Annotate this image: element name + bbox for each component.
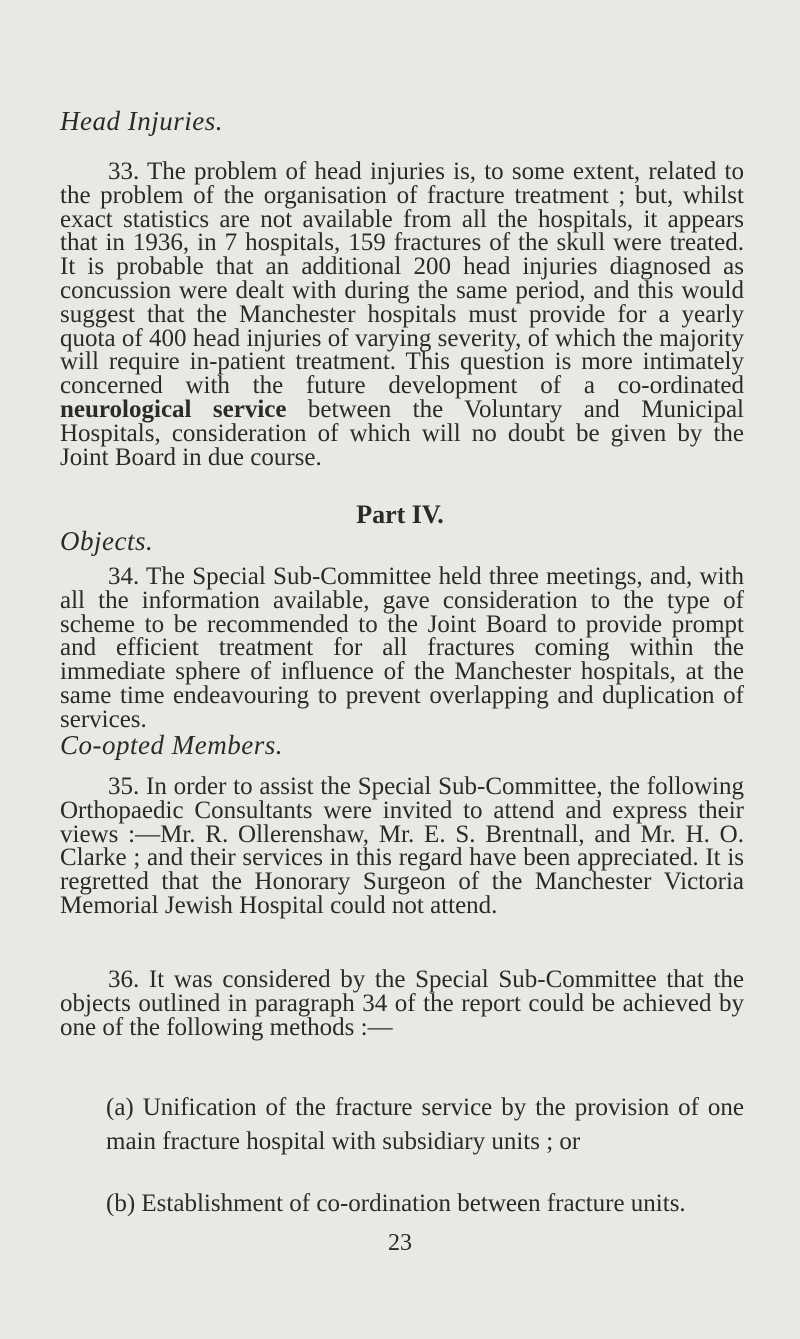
paragraph-33 [60, 160, 744, 469]
paragraph-33-bold: neurological service [60, 395, 287, 423]
section-heading-coopted-members: Co-opted Members. [60, 730, 283, 760]
paragraph-33-text: 33. The problem of head injuries is, to some extent, related to the problem of the organisation of fracture treatment ; but, whilst exact statistics are not available from all the hospitals, it appears that in 1936, in 7 hospitals, 159 fractures of the skull were treated. It is probable that an additional 200 head injuries diagnosed as concussion were dealt with during the same period, and this would suggest that the Manchester hospitals must provide for a yearly quota of 400 head injuries of varying severity, of which the majority will require in-patient treatment. This question is more intimately concerned with the future development of a co-ordinated [60, 158, 744, 400]
list-item-b [106, 1190, 756, 1218]
paragraph-34-text: 34. The Special Sub-Committee held three meetings, and, with all the information available, gave consideration to the type of scheme to be recommended to the Joint Board to provide prompt and efficient treatment for all fractures coming within the immediate sphere of influence of the Manchester hospitals, at the same time endeavouring to prevent overlapping and duplication of services. [60, 563, 744, 733]
paragraph-34 [60, 565, 744, 732]
section-heading-objects: Objects. [60, 526, 154, 556]
paragraph-33-end: between the Voluntary and Municipal Hospitals, consideration of which will no doubt be given by the Joint Board in due course. [60, 395, 744, 471]
paragraph-36 [60, 968, 744, 1039]
paragraph-36-text: 36. It was considered by the Special Sub-Committee that the objects outlined in paragraph 34 of the report could be achieved by one of the following methods :— [60, 966, 744, 1041]
page-number: 23 [388, 1230, 412, 1256]
list-item-a [106, 1091, 744, 1159]
part-heading: Part IV. [356, 500, 444, 529]
paragraph-35 [60, 775, 744, 918]
list-item-a-text: (a) Unification of the fracture service by the provision of one main fracture hospital with subsidiary units ; or [106, 1094, 744, 1155]
list-item-b-text: (b) Establishment of co-ordination between fracture units. [106, 1190, 686, 1217]
paragraph-35-text: 35. In order to assist the Special Sub-Committee, the following Orthopaedic Consultants were invited to attend and express their views :—Mr. R. Ollerenshaw, Mr. E. S. Brentnall, and Mr. H. O. Clarke ; and their services in this regard have been appreciated. It is regretted that the Honorary Surgeon of the Manchester Victoria Memorial Jewish Hospital could not attend. [60, 773, 744, 919]
section-heading-head-injuries: Head Injuries. [60, 106, 223, 136]
